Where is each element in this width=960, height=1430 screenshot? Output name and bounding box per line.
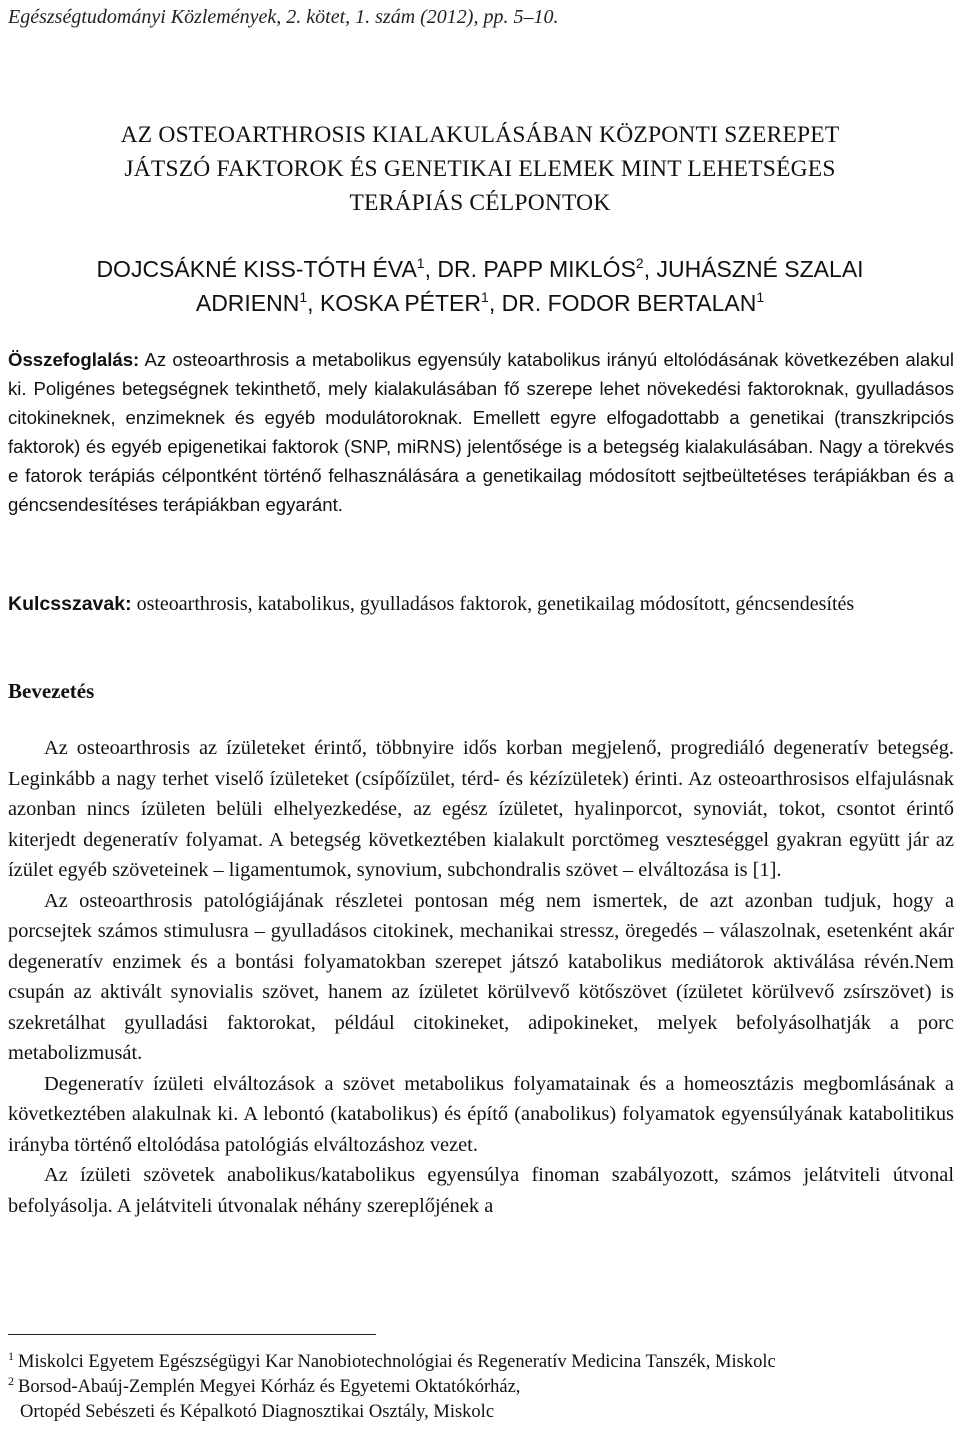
affiliation-marker: 1 [481, 289, 489, 305]
footnote-marker: 1 [8, 1349, 14, 1363]
footnote-2 [8, 1375, 954, 1400]
author-name: , DR. FODOR BERTALAN [488, 290, 757, 316]
body-paragraph: Az ízületi szövetek anabolikus/katabolikus egyensúlya finoman szabályozott, számos jelátviteli útvonal befolyásolja. A jelátviteli útvonalak néhány szereplőjének a [8, 1164, 954, 1217]
footnote-2-continued: Ortopéd Sebészeti és Képalkotó Diagnosztikai Osztály, Miskolc [20, 1402, 495, 1422]
footnotes [8, 1350, 954, 1425]
article-body [8, 733, 954, 1221]
author-name: DOJCSÁKNÉ KISS-TÓTH ÉVA [96, 256, 417, 282]
author-list [0, 252, 960, 320]
article-title [0, 118, 960, 220]
body-paragraph: Az osteoarthrosis az ízületeket érintő, többnyire idős korban megjelenő, progrediáló degeneratív betegség. Leginkább a nagy terhet viselő ízületeket (csípőízület, térd- és kézízületek) érinti. Az osteoarthrosisos elfajulásnak azonban nincs ízületen belüli elhelyezkedése, az egész ízületet, hyalinporcot, synoviát, tokot, csontot érintő kiterjedt degeneratív folyamat. A betegség következtében kialakult porctömeg veszteséggel gyakran együtt jár az ízület egyéb szöveteinek – ligamentumok, synovium, subchondralis szövet – elváltozása is [1]. [8, 737, 954, 881]
body-paragraph: Az osteoarthrosis patológiájának részletei pontosan még nem ismertek, de azt azonban tudjuk, hogy a porcsejtek számos stimulusra – gyulladásos citokinek, mechanikai stressz, öregedés – válaszolnak, esetenként akár degeneratív enzimek és a bontási folyamatokban szerepet játszó katabolikus mediátorok aktiválása révén.Nem csupán az aktivált synovialis szövet, hanem az ízületet körülvevő kötőszövet (ízületet körülvevő zsírszövet) is szekretálhat gyulladási faktorokat, például citokineket, adipokineket, melyek befolyásolhatják a porc metabolizmusát. [8, 889, 954, 1064]
author-name: , JUHÁSZNÉ SZALAI [643, 256, 864, 282]
journal-citation: Egészségtudományi Közlemények, 2. kötet, 1. szám (2012), pp. 5–10. [8, 6, 559, 28]
keywords [8, 589, 954, 620]
title-line: JÁTSZÓ FAKTOROK ÉS GENETIKAI ELEMEK MINT LEHETSÉGES [124, 156, 836, 182]
author-name: , DR. PAPP MIKLÓS [424, 256, 636, 282]
keywords-label: Kulcsszavak: [8, 593, 132, 615]
title-line: TERÁPIÁS CÉLPONTOK [349, 190, 611, 216]
abstract [8, 345, 954, 519]
affiliation-marker: 1 [299, 289, 308, 305]
body-paragraph: Degeneratív ízületi elváltozások a szövet metabolikus folyamatainak és a homeosztázis megbomlásának a következtében alakulnak ki. A lebontó (katabolikus) és építő (anabolikus) folyamatok egyensúlyának katabolitikus irányba történő eltolódása patológiás elváltozáshoz vezet. [8, 1072, 954, 1156]
footnote-1 [8, 1350, 954, 1375]
author-name: , KOSKA PÉTER [307, 290, 482, 316]
footnote-divider [8, 1334, 376, 1335]
affiliation-marker: 2 [635, 255, 644, 271]
affiliation-marker: 1 [756, 289, 765, 305]
author-line [0, 252, 960, 286]
author-name: ADRIENN [195, 290, 300, 316]
footnote-marker: 2 [8, 1374, 14, 1388]
footnote-text: Miskolci Egyetem Egészségügyi Kar Nanobiotechnológiai és Regeneratív Medicina Tanszék, Miskolc [18, 1352, 776, 1372]
keywords-text: osteoarthrosis, katabolikus, gyulladásos faktorok, genetikailag módosított, géncsendesítés [136, 593, 855, 615]
affiliation-marker: 1 [416, 255, 425, 271]
abstract-text: Az osteoarthrosis a metabolikus egyensúly katabolikus irányú eltolódásának következében alakul ki. Poligénes betegségnek tekinthető, mely kialakulásában fő szerepe lehet növekedési faktoroknak, gyulladásos citokineknek, enzimeknek és egyéb modulátoroknak. Emellett egyre elfogadottabb a genetikai (transzkripciós faktorok) és egyéb epigenetikai faktorok (SNP, miRNS) jelentősége is a betegség kialakulásában. Nagy a törekvés e fatorok terápiás célpontként történő felhasználására a genetikailag módosított sejtbeültetéses terápiákban és a géncsendesítéses terápiákban egyaránt. [8, 349, 954, 515]
section-heading: Bevezetés [8, 679, 95, 703]
author-line [0, 286, 960, 320]
abstract-label: Összefoglalás: [8, 349, 140, 370]
title-line: AZ OSTEOARTHROSIS KIALAKULÁSÁBAN KÖZPONTI SZEREPET [120, 122, 840, 148]
footnote-text: Borsod-Abaúj-Zemplén Megyei Kórház és Egyetemi Oktatókórház, [18, 1377, 521, 1397]
